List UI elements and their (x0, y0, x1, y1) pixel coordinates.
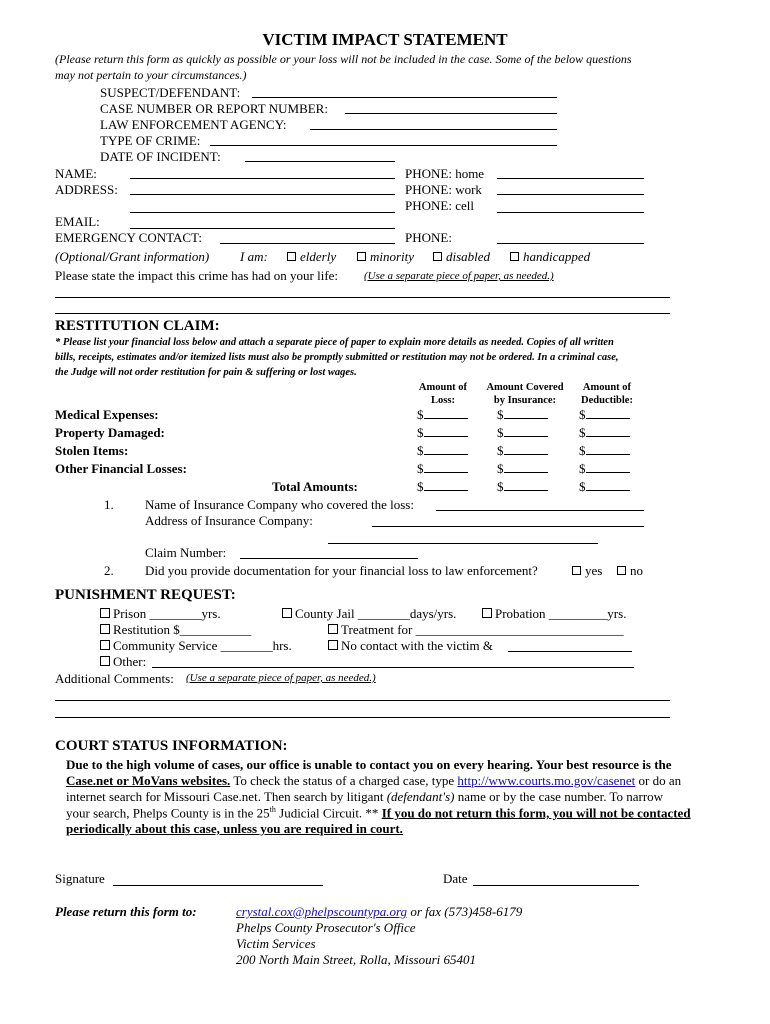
intro-note-line2: may not pertain to your circumstances.) (55, 68, 247, 82)
amount-total-loss[interactable] (417, 479, 468, 495)
casenet-link[interactable]: http://www.courts.mo.gov/casenet (457, 773, 636, 788)
amount-line (424, 461, 468, 473)
date-label: Date (443, 871, 468, 886)
other-field[interactable] (152, 667, 634, 668)
question-1: Name of Insurance Company who covered the loss: (145, 497, 414, 512)
dollar-sign: $ (497, 479, 504, 494)
court-paragraph-line4: your search, Phelps County is in the 25th Judicial Circuit. ** If you do not return this form, you will not be contacted (66, 805, 691, 821)
dollar-sign: $ (579, 443, 586, 458)
case-number-label: CASE NUMBER OR REPORT NUMBER: (100, 101, 328, 116)
amount-line (586, 407, 630, 419)
dollar-sign: $ (579, 425, 586, 440)
form-title: VICTIM IMPACT STATEMENT (262, 30, 508, 49)
row-property: Property Damaged: (55, 425, 165, 440)
impact-line-2[interactable] (55, 313, 670, 314)
dollar-sign: $ (417, 425, 424, 440)
amount-line (424, 425, 468, 437)
address-field[interactable] (130, 194, 395, 195)
restitution-instructions-2: bills, receipts, estimates and/or itemized lists must also be promptly submitted or restitution may not be ordered. In a criminal case, (55, 352, 619, 363)
checkbox-icon (617, 566, 626, 575)
checkbox-icon (328, 640, 338, 650)
col-covered-header: Amount Covered by Insurance: (486, 382, 564, 406)
suspect-field[interactable] (252, 97, 557, 98)
question-2-number: 2. (104, 563, 114, 578)
option-handicapped[interactable]: handicapped (510, 249, 590, 265)
restitution-instructions-3: the Judge will not order restitution for pain & suffering or lost wages. (55, 367, 357, 378)
checkbox-icon (100, 608, 110, 618)
amount-other-loss[interactable] (417, 461, 468, 477)
option-yes[interactable]: yes (572, 563, 602, 579)
option-no-contact[interactable]: No contact with the victim & (328, 638, 493, 654)
dollar-sign: $ (417, 407, 424, 422)
row-medical: Medical Expenses: (55, 407, 159, 422)
amount-other-covered[interactable] (497, 461, 548, 477)
phone-work-field[interactable] (497, 194, 644, 195)
impact-line-1[interactable] (55, 297, 670, 298)
return-label: Please return this form to: (55, 904, 197, 919)
intro-note-line1: (Please return this form as quickly as possible or your loss will not be included in the case. Some of the below questions (55, 52, 632, 66)
case-number-field[interactable] (345, 113, 557, 114)
dollar-sign: $ (579, 479, 586, 494)
insurance-address-label: Address of Insurance Company: (145, 513, 313, 528)
optional-label: (Optional/Grant information) (55, 249, 210, 264)
amount-line (424, 407, 468, 419)
question-1-number: 1. (104, 497, 114, 512)
amount-line (424, 443, 468, 455)
agency-field[interactable] (310, 129, 557, 130)
amount-stolen-deductible[interactable] (579, 443, 630, 459)
option-community-service[interactable]: Community Service ________hrs. (100, 638, 292, 654)
dollar-sign: $ (417, 461, 424, 476)
court-heading: COURT STATUS INFORMATION: (55, 738, 288, 754)
option-prison[interactable]: Prison ________yrs. (100, 606, 221, 622)
option-no[interactable]: no (617, 563, 643, 579)
dollar-sign: $ (497, 461, 504, 476)
email-link[interactable]: crystal.cox@phelpscountypa.org (236, 904, 408, 919)
return-office: Phelps County Prosecutor's Office (236, 920, 416, 935)
row-other: Other Financial Losses: (55, 461, 187, 476)
restitution-instructions-1: * Please list your financial loss below and attach a separate piece of paper to explain more details as needed. Copies of all written (55, 337, 614, 348)
phone-home-label: PHONE: home (405, 166, 485, 181)
amount-line (586, 479, 630, 491)
amount-other-deductible[interactable] (579, 461, 630, 477)
court-paragraph-line3: internet search for Missouri Case.net. Then search by litigant (defendant's) name or by the case number. To narrow (66, 789, 664, 804)
checkbox-icon (482, 608, 492, 618)
option-restitution[interactable]: Restitution $___________ (100, 622, 251, 638)
checkbox-icon (433, 252, 442, 261)
court-paragraph-line5: periodically about this case, unless you are required in court. (66, 821, 403, 836)
amount-total-deductible[interactable] (579, 479, 630, 495)
option-county-jail[interactable]: County Jail ________days/yrs. (282, 606, 456, 622)
comments-line-2[interactable] (55, 717, 670, 718)
amount-medical-covered[interactable] (497, 407, 548, 423)
return-dept: Victim Services (236, 936, 316, 951)
dollar-sign: $ (417, 443, 424, 458)
amount-property-covered[interactable] (497, 425, 548, 441)
name-label: NAME: (55, 166, 97, 181)
email-label: EMAIL: (55, 214, 100, 229)
date-field[interactable] (473, 885, 639, 886)
amount-stolen-covered[interactable] (497, 443, 548, 459)
incident-date-field[interactable] (245, 161, 395, 162)
emergency-label: EMERGENCY CONTACT: (55, 230, 202, 245)
checkbox-icon (100, 656, 110, 666)
phone-home-field[interactable] (497, 178, 644, 179)
option-elderly[interactable]: elderly (287, 249, 336, 265)
phone-work-label: PHONE: work (405, 182, 482, 197)
comments-label: Additional Comments: (55, 671, 174, 686)
dollar-sign: $ (497, 443, 504, 458)
option-minority[interactable]: minority (357, 249, 414, 265)
impact-prompt: Please state the impact this crime has had on your life: (55, 268, 339, 283)
incident-date-label: DATE OF INCIDENT: (100, 149, 221, 164)
signature-label: Signature (55, 871, 105, 886)
phone-cell-label: PHONE: cell (405, 198, 474, 213)
insurance-address-field-line2[interactable] (328, 543, 598, 544)
option-treatment[interactable]: Treatment for ________________________________ (328, 622, 624, 638)
no-contact-field[interactable] (508, 651, 632, 652)
amount-line (504, 425, 548, 437)
checkbox-icon (572, 566, 581, 575)
insurance-company-field[interactable] (436, 510, 644, 511)
punishment-heading: PUNISHMENT REQUEST: (55, 587, 236, 603)
option-disabled[interactable]: disabled (433, 249, 490, 265)
phone-cell-field[interactable] (497, 212, 644, 213)
restitution-heading: RESTITUTION CLAIM: (55, 318, 220, 334)
name-field[interactable] (130, 178, 395, 179)
dollar-sign: $ (579, 461, 586, 476)
comments-line-1[interactable] (55, 700, 670, 701)
phone-field[interactable] (497, 243, 644, 244)
amount-medical-loss[interactable] (417, 407, 468, 423)
amount-line (504, 443, 548, 455)
insurance-address-field[interactable] (372, 526, 644, 527)
return-email-line: crystal.cox@phelpscountypa.org or fax (573)458-6179 (236, 904, 523, 919)
option-probation[interactable]: Probation _________yrs. (482, 606, 626, 622)
emergency-field[interactable] (220, 243, 395, 244)
amount-line (504, 461, 548, 473)
amount-line (504, 479, 548, 491)
amount-line (586, 425, 630, 437)
row-stolen: Stolen Items: (55, 443, 129, 458)
amount-medical-deductible[interactable] (579, 407, 630, 423)
amount-total-covered[interactable] (497, 479, 548, 495)
amount-line (504, 407, 548, 419)
row-total: Total Amounts: (272, 479, 358, 494)
checkbox-icon (287, 252, 296, 261)
i-am-label: I am: (240, 249, 268, 264)
phone-label: PHONE: (405, 230, 452, 245)
claim-number-field[interactable] (240, 558, 418, 559)
amount-stolen-loss[interactable] (417, 443, 468, 459)
col-deductible-header: Amount of Deductible: (581, 382, 633, 406)
checkbox-icon (100, 640, 110, 650)
amount-property-deductible[interactable] (579, 425, 630, 441)
address-label: ADDRESS: (55, 182, 118, 197)
dollar-sign: $ (579, 407, 586, 422)
checkbox-icon (510, 252, 519, 261)
option-other[interactable]: Other: (100, 654, 146, 670)
checkbox-icon (357, 252, 366, 261)
amount-line (424, 479, 468, 491)
comments-note: (Use a separate piece of paper, as needed.) (186, 672, 376, 684)
agency-label: LAW ENFORCEMENT AGENCY: (100, 117, 287, 132)
dollar-sign: $ (417, 479, 424, 494)
impact-note: (Use a separate piece of paper, as needed.) (364, 270, 554, 282)
court-paragraph-line2: Case.net or MoVans websites. To check the status of a charged case, type http://www.courts.mo.gov/casenet or do an (66, 773, 682, 788)
dollar-sign: $ (497, 407, 504, 422)
court-paragraph-line1: Due to the high volume of cases, our office is unable to contact you on every hearing. Your best resource is the (66, 757, 672, 772)
amount-property-loss[interactable] (417, 425, 468, 441)
suspect-label: SUSPECT/DEFENDANT: (100, 85, 241, 100)
checkbox-icon (100, 624, 110, 634)
claim-number-label: Claim Number: (145, 545, 227, 560)
crime-type-field[interactable] (210, 145, 557, 146)
amount-line (586, 443, 630, 455)
checkbox-icon (282, 608, 292, 618)
amount-line (586, 461, 630, 473)
dollar-sign: $ (497, 425, 504, 440)
email-field[interactable] (130, 228, 395, 229)
address-field-line2[interactable] (130, 212, 395, 213)
checkbox-icon (328, 624, 338, 634)
col-loss-header: Amount of Loss: (418, 382, 468, 406)
crime-type-label: TYPE OF CRIME: (100, 133, 201, 148)
question-2: Did you provide documentation for your financial loss to law enforcement? (145, 563, 538, 578)
return-address: 200 North Main Street, Rolla, Missouri 65401 (236, 952, 477, 967)
signature-field[interactable] (113, 885, 323, 886)
